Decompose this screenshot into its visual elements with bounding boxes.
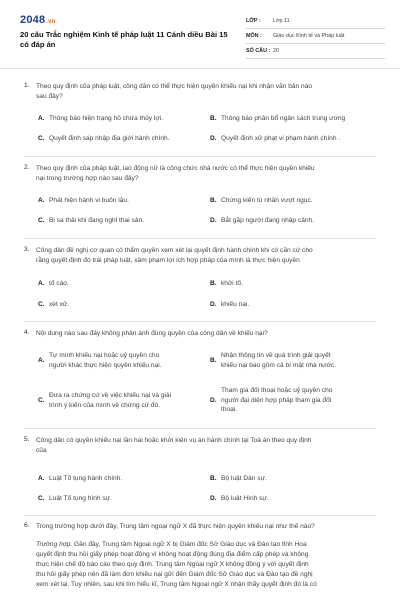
meta-key: MÔN : [246, 33, 262, 39]
option-text: Bộ luật Hình sự. [221, 495, 269, 502]
option-letter: B. [210, 357, 217, 364]
case-line: thực hiện chế độ báo cáo theo quy định. Trung tâm Ngoại ngữ X không đồng ý với quyết định [36, 561, 309, 568]
option-text-line: Nhận thông tin về quá trình giải quyết [221, 352, 331, 359]
question-divider [24, 321, 376, 322]
option-text-line: Đưa ra chứng cứ về việc khiếu nại và giải [49, 392, 172, 399]
question-text [36, 246, 381, 266]
question-text-line: Trong trường hợp dưới đây, Trung tâm ngoại ngữ X đã thực hiện quyền khiếu nại như thế nào? [36, 523, 315, 530]
meta-table [246, 14, 385, 59]
option-text: Luật Tố tụng hành chính. [49, 475, 123, 482]
question-text-line: rằng quyết định đó trái pháp luật, xâm phạm lợi ích hợp pháp của mình là thực hiện quyền [36, 257, 300, 264]
option-text [221, 386, 332, 415]
option-text: Thông báo hiện trạng hồ chứa thủy lợi. [49, 115, 163, 122]
meta-row-grade [246, 14, 385, 29]
case-line: thu hồi giấy phép nên đã làm đơn khiếu nại gửi đến Giám đốc Sở Giáo dục và Đào tạo đề nghị [36, 571, 313, 578]
option-letter: D. [210, 301, 217, 308]
question-text [36, 436, 381, 456]
question-text-line: Công dân đề nghị cơ quan có thẩm quyền xem xét lại quyết định hành chính khi có căn cứ cho [36, 247, 313, 254]
case-line: xem xét lại. Tuy nhiên, sau khi tìm hiểu kĩ, Trung tâm Ngoại ngữ X nhận thấy quyết định đó là có [36, 581, 317, 588]
question-text-line: Nội dung nào sau đây không phản ánh đúng quyền của công dân về khiếu nại? [36, 330, 268, 337]
question-text-line: sau đây? [36, 93, 63, 100]
document-header [20, 12, 385, 72]
question-number: 5. [24, 436, 30, 443]
question-number: 3. [24, 246, 30, 253]
question-text [36, 329, 381, 339]
meta-row-subject [246, 29, 385, 44]
document-title: 20 câu Trắc nghiệm Kinh tế pháp luật 11 Cánh diều Bài 15 có đáp án [20, 30, 228, 49]
logo-suffix: .vn [46, 19, 56, 25]
option-letter: D. [210, 217, 217, 224]
meta-key: SỐ CÂU : [246, 48, 271, 54]
meta-value: 20 [273, 48, 279, 54]
option-letter: D. [210, 135, 217, 142]
case-label: Trường hợp. [36, 541, 73, 548]
option-c[interactable] [38, 391, 208, 411]
option-text: Phát hiện hành vi buôn lậu. [49, 197, 129, 204]
meta-value: Giáo dục Kinh tế và Pháp luật [273, 33, 345, 39]
option-letter: C. [38, 135, 45, 142]
option-text: tố cáo. [49, 280, 69, 287]
option-letter: A. [38, 197, 45, 204]
option-d[interactable] [210, 386, 380, 416]
question-divider [24, 238, 376, 239]
option-text [221, 351, 336, 370]
option-letter: B. [210, 280, 217, 287]
option-letter: C. [38, 301, 45, 308]
logo-number: 2048 [20, 14, 46, 26]
option-text [49, 351, 162, 370]
option-text-line: thoại. [221, 406, 238, 413]
option-text-line: người khác thực hiện quyền khiếu nại. [49, 361, 162, 369]
question-text [36, 82, 381, 102]
option-text: Chứng kiến tù nhân vượt ngục. [221, 197, 313, 204]
option-text-line: Tham gia đối thoại hoặc uỷ quyền cho [221, 387, 333, 394]
case-line: quyết định thu hồi giấy phép hoạt động vì không hoạt động đúng địa điểm cấp phép và không [36, 551, 309, 558]
option-text: Thông báo phân bổ ngân sách trung ương [221, 115, 346, 122]
question-text-line: của [36, 447, 47, 454]
option-letter: A. [38, 475, 45, 482]
option-letter: C. [38, 217, 45, 224]
option-text: Bắt gặp người đang nhập cảnh. [221, 217, 315, 224]
option-text-line: Tự mình khiếu nại hoặc uỷ quyền cho [49, 352, 160, 359]
site-logo[interactable] [20, 14, 56, 26]
option-text: Quyết định sáp nhập địa giới hành chính. [49, 135, 170, 142]
option-text [49, 391, 171, 410]
option-letter: B. [210, 475, 217, 482]
option-letter: C. [38, 397, 45, 404]
question-text-line: Theo quy định của pháp luật, lao động nữ là công chức nhà nước có thể thực hiện quyền khiếu [36, 165, 315, 172]
question-text-line: nại trong trường hợp nào sau đây? [36, 175, 139, 182]
option-text: khởi tố. [221, 280, 243, 287]
option-letter: C. [38, 495, 45, 502]
question-number: 1. [24, 82, 30, 89]
option-letter: D. [210, 495, 217, 502]
case-line [36, 540, 381, 550]
option-text: Quyết định xử phạt vi phạm hành chính . [221, 135, 341, 142]
option-letter: A. [38, 357, 45, 364]
meta-row-count [246, 44, 385, 59]
option-text: khiếu nại. [221, 301, 250, 308]
question-divider [24, 156, 376, 157]
option-text: Bộ luật Dân sự. [221, 475, 267, 482]
option-letter: D. [210, 397, 217, 404]
option-text-line: khiếu nại bao gồm cả bí mật nhà nước. [221, 361, 337, 369]
question-divider [24, 428, 376, 429]
question-number: 6. [24, 522, 30, 529]
option-text-line: trình ý kiến của mình về chứng cứ đó. [49, 401, 161, 409]
option-text: xét xử. [49, 301, 70, 308]
option-letter: A. [38, 280, 45, 287]
header-divider [0, 68, 400, 69]
option-letter: B. [210, 197, 217, 204]
case-text: Gần đây, Trung tâm Ngoại ngữ X bị Giám đốc Sở Giáo dục và Đào tạo tỉnh Hoa [72, 541, 307, 548]
question-text [36, 522, 381, 590]
option-b[interactable] [210, 351, 380, 371]
option-letter: A. [38, 115, 45, 122]
question-number: 2. [24, 164, 30, 171]
question-number: 4. [24, 329, 30, 336]
option-letter: B. [210, 115, 217, 122]
option-text: Luật Tố tụng hình sự. [49, 495, 112, 502]
option-text-line: người đại diện hợp pháp tham gia đối [221, 396, 332, 404]
question-text-line: Công dân có quyền khiếu nại lần hai hoặc khởi kiện vụ án hành chính tại Toà án theo quy định [36, 437, 312, 444]
meta-key: LỚP : [246, 18, 261, 24]
meta-value: Lớp 11 [273, 18, 290, 24]
option-text: Bị sa thải khi đang nghỉ thai sản. [49, 217, 144, 224]
option-a[interactable] [38, 351, 208, 371]
question-text-line: Theo quy định của pháp luật, công dân có thể thực hiện quyền khiếu nại khi nhận văn bản nào [36, 83, 313, 90]
question-divider [24, 515, 376, 516]
question-text [36, 164, 381, 184]
